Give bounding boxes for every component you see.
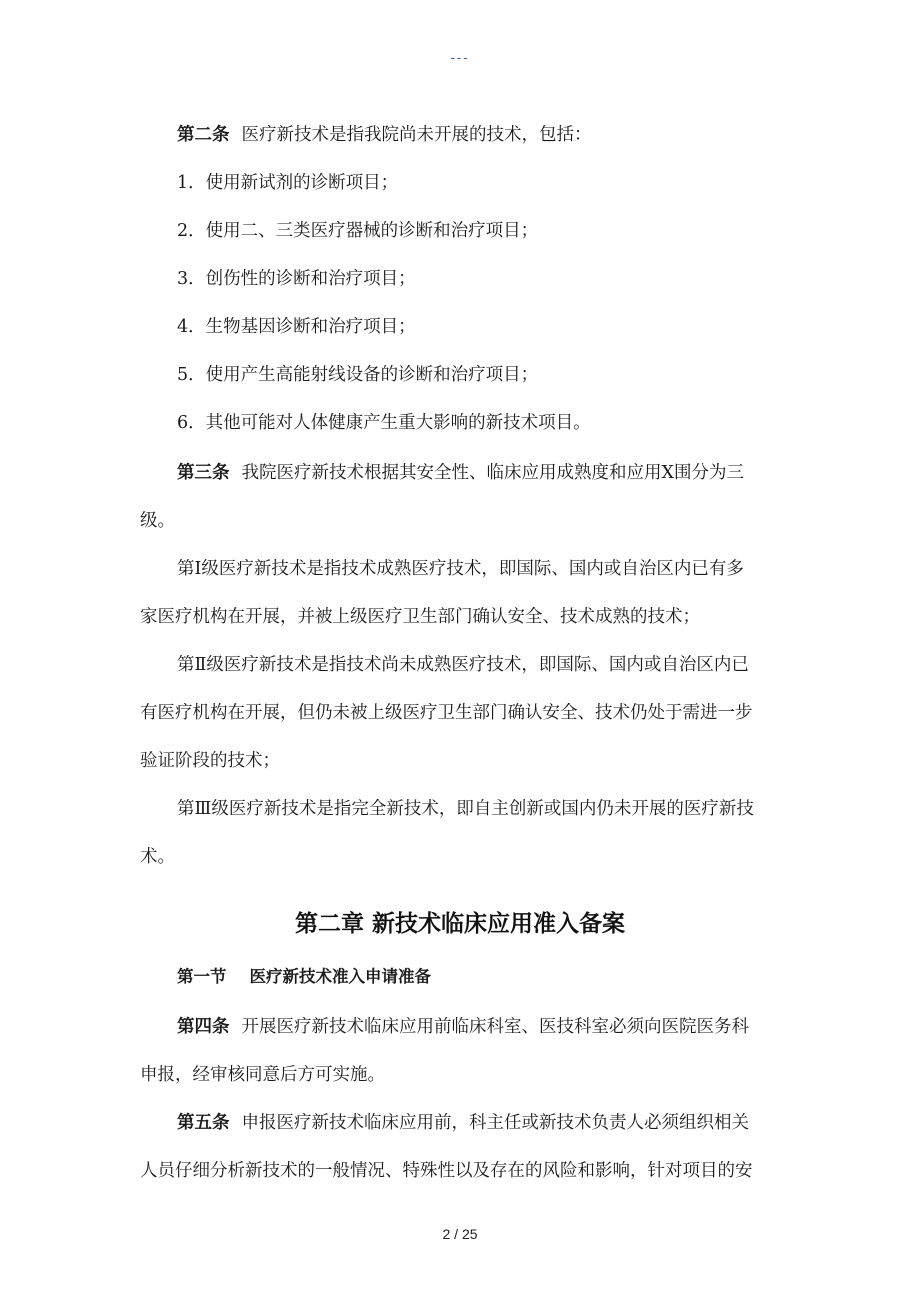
article-4-label: 第四条 bbox=[177, 1017, 230, 1037]
chapter-title: 第二章 新技术临床应用准入备案 bbox=[294, 911, 625, 937]
list-item: 3．创伤性的诊断和治疗项目； bbox=[177, 269, 416, 289]
article-3-label: 第三条 bbox=[177, 463, 230, 483]
level-3-line-1: 第Ⅲ级医疗新技术是指完全新技术，即自主创新或国内仍未开展的医疗新技 bbox=[177, 799, 754, 819]
article-4-line-2: 申报，经审核同意后方可实施。 bbox=[140, 1065, 385, 1085]
article-5-line-2: 人员仔细分析新技术的一般情况、特殊性以及存在的风险和影响，针对项目的安 bbox=[140, 1161, 753, 1181]
article-3-line-2: 级。 bbox=[140, 511, 175, 531]
article-2-text: 医疗新技术是指我院尚未开展的技术，包括： bbox=[241, 125, 592, 145]
level-1-line-1: 第Ⅰ级医疗新技术是指技术成熟医疗技术，即国际、国内或自治区内已有多 bbox=[177, 559, 744, 579]
article-5-text: 申报医疗新技术临床应用前，科主任或新技术负责人必须组织相关 bbox=[241, 1113, 749, 1133]
level-2-line-2: 有医疗机构在开展，但仍未被上级医疗卫生部门确认安全、技术仍处于需进一步 bbox=[140, 703, 753, 723]
article-4-line-1 bbox=[177, 1015, 785, 1039]
article-5-line-1 bbox=[177, 1111, 785, 1135]
article-3-text: 我院医疗新技术根据其安全性、临床应用成熟度和应用X围分为三 bbox=[241, 463, 744, 483]
section-title: 第一节 医疗新技术准入申请准备 bbox=[177, 967, 431, 986]
article-3-line-1 bbox=[177, 461, 785, 485]
level-2-line-3: 验证阶段的技术； bbox=[140, 751, 280, 771]
list-item: 1．使用新试剂的诊断项目； bbox=[177, 173, 399, 193]
level-2-line-1: 第Ⅱ级医疗新技术是指技术尚未成熟医疗技术，即国际、国内或自治区内已 bbox=[177, 655, 749, 675]
list-item: 6．其他可能对人体健康产生重大影响的新技术项目。 bbox=[177, 413, 591, 433]
article-2-intro bbox=[177, 123, 785, 147]
level-3-line-2: 术。 bbox=[140, 847, 175, 867]
article-5-label: 第五条 bbox=[177, 1113, 230, 1133]
article-4-text: 开展医疗新技术临床应用前临床科室、医技科室必须向医院医务科 bbox=[241, 1017, 749, 1037]
header-mark: --- bbox=[450, 50, 470, 65]
page-number: 2 / 25 bbox=[442, 1226, 478, 1242]
level-1-line-2: 家医疗机构在开展，并被上级医疗卫生部门确认安全、技术成熟的技术； bbox=[140, 607, 700, 627]
list-item: 2．使用二、三类医疗器械的诊断和治疗项目； bbox=[177, 221, 539, 241]
list-item: 5．使用产生高能射线设备的诊断和治疗项目； bbox=[177, 365, 539, 385]
article-2-label: 第二条 bbox=[177, 125, 230, 145]
list-item: 4．生物基因诊断和治疗项目； bbox=[177, 317, 416, 337]
